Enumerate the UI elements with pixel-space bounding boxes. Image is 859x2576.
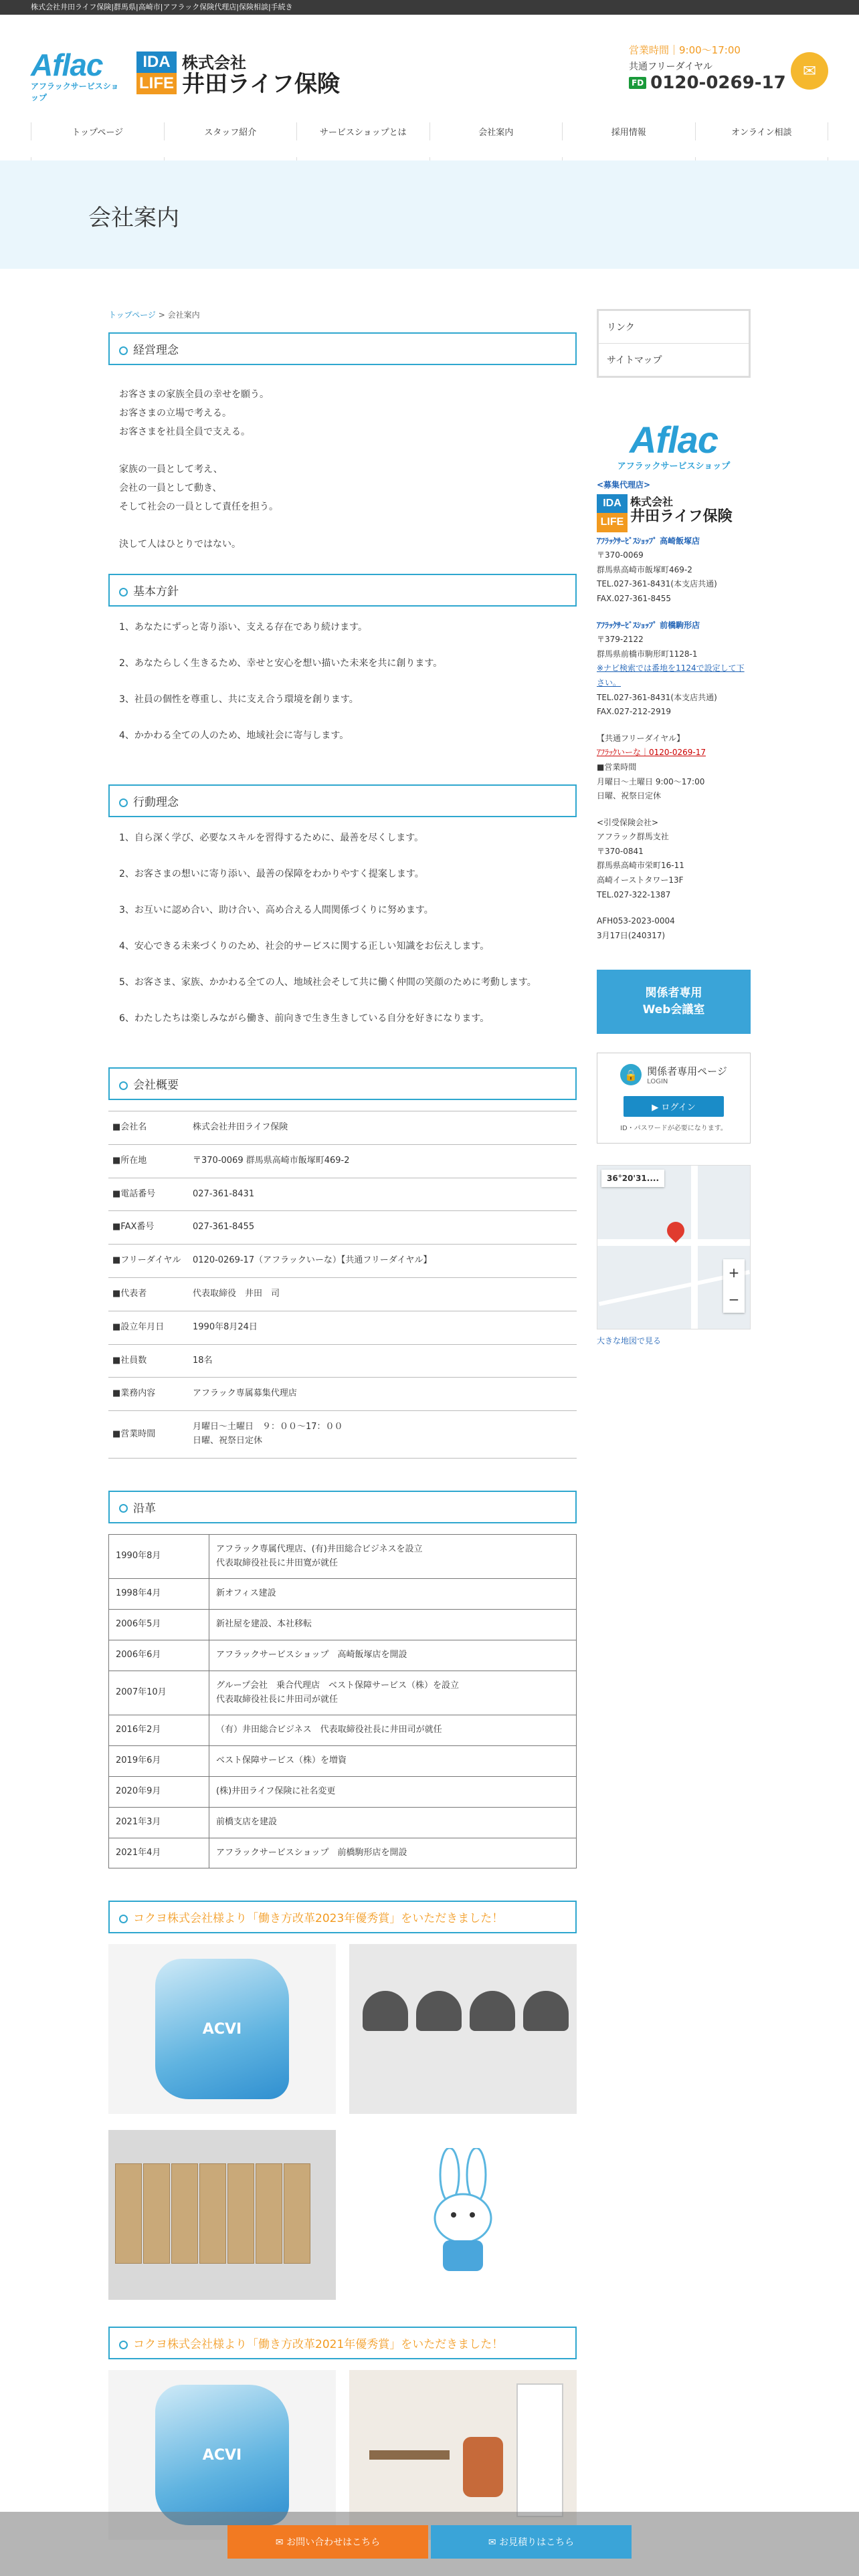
list-item: 1、あなたにずっと寄り添い、支える存在であり続けます。 bbox=[119, 622, 367, 633]
helmet-image bbox=[416, 1991, 462, 2031]
sidebar-link-links[interactable]: リンク bbox=[599, 311, 749, 344]
sidebar-link-sitemap[interactable]: サイトマップ bbox=[607, 355, 662, 366]
philosophy-paragraph: お客さまの家族全員の幸せを願う。 お客さまの立場で考える。 お客さまを社員全員で支える。 bbox=[119, 389, 269, 437]
helmets-photo bbox=[349, 1944, 577, 2114]
box-image bbox=[143, 2163, 170, 2264]
table-row: 2020年9月 (株)井田ライフ保険に社名変更 bbox=[109, 1776, 577, 1807]
list-item: 1、自ら深く学び、必要なスキルを習得するために、最善を尽くします。 bbox=[119, 833, 424, 843]
section-title-history: 沿革 bbox=[108, 1491, 577, 1523]
map-coordinates[interactable]: 36°20'31.... bbox=[601, 1170, 664, 1187]
helmet-image bbox=[363, 1991, 408, 2031]
header-phone[interactable]: FD 0120-0269-17 bbox=[629, 73, 786, 93]
table-row: 2021年3月 前橋支店を建設 bbox=[109, 1807, 577, 1838]
table-row: 2006年6月 アフラックサービスショップ 高崎飯塚店を開設 bbox=[109, 1640, 577, 1671]
section-title-conduct: 行動理念 bbox=[108, 784, 577, 817]
aflac-logo[interactable]: Aflac アフラックサービスショップ bbox=[31, 47, 119, 102]
list-item: 2、あなたらしく生きるため、幸せと安心を想い描いた未来を共に創ります。 bbox=[119, 658, 443, 669]
table-row: ■FAX番号 027-361-8455 bbox=[108, 1211, 577, 1245]
login-title: 関係者専用ページ bbox=[647, 1065, 727, 1078]
large-map-link[interactable]: 大きな地図で見る bbox=[597, 1336, 662, 1346]
header bbox=[0, 15, 859, 102]
freedial-label: 共通フリーダイヤル bbox=[629, 62, 713, 72]
section-title-profile: 会社概要 bbox=[108, 1067, 577, 1100]
map-zoom-control[interactable] bbox=[723, 1259, 745, 1313]
box-image bbox=[171, 2163, 198, 2264]
table-row: 2019年6月 ベスト保障サービス（株）を増資 bbox=[109, 1746, 577, 1777]
table-row: ■会社名 株式会社井田ライフ保険 bbox=[108, 1111, 577, 1145]
main-content bbox=[108, 309, 577, 2567]
boxes-photo bbox=[108, 2130, 336, 2300]
box-image bbox=[227, 2163, 254, 2264]
section-title-award-2023: コクヨ株式会社様より「働き方改革2023年優秀賞」をいただきました！ bbox=[108, 1901, 577, 1933]
section-title-philosophy: 経営理念 bbox=[108, 332, 577, 365]
history-table bbox=[108, 1534, 577, 1869]
page-title: 会社案内 bbox=[88, 205, 179, 231]
login-button[interactable]: ▶ ログイン bbox=[624, 1096, 724, 1117]
ida-life-logo[interactable] bbox=[136, 49, 340, 97]
nav-item-online[interactable]: オンライン相談 bbox=[695, 122, 829, 140]
sidebar-company-info: <募集代理店> IDA LIFE 株式会社 井田ライフ保険 ｱﾌﾗｯｸｻｰﾋﾞｽｼｮｯﾌﾟ 高崎飯塚店 〒370-0069 群馬県高崎市飯塚町469-2 TEL.027-361-8431(本支店共通) FAX.027-361-8455 ｱﾌﾗｯｸｻｰﾋﾞｽｼｮｯﾌﾟ 前橋駒形店 〒379-2122 群馬県前橋市駒形町1128-1 ※ナビ検索では番地を1124で設定して下さい。 TEL.027-361-8431(本支店共通) FAX.027-212-2919 【共通フリーダイヤル】 ｱﾌﾗｯｸいーな｜0120-0269-17 ■営業時間 月曜日～土曜日 9:00～17:00 日曜、祝祭日定休 <引受保険会社> アフラック群馬支社 〒370-0841 群馬県高崎市栄町16-11 高崎イーストタワー13F TEL.027-322-1387 AFH053-2023-0004 3月17日(240317) bbox=[597, 478, 751, 943]
nav-item-company[interactable]: 会社案内 bbox=[430, 122, 563, 140]
sidebar bbox=[597, 309, 751, 1346]
box-image bbox=[199, 2163, 226, 2264]
window-image bbox=[516, 2383, 563, 2517]
page-hero bbox=[0, 160, 859, 269]
table-row: ■営業時間 月曜日～土曜日 ９：００～17：００ 日曜、祝祭日定休 bbox=[108, 1411, 577, 1459]
philosophy-text bbox=[108, 376, 577, 574]
table-row: 2016年2月 （有）井田総合ビジネス 代表取締役社長に井田司が就任 bbox=[109, 1715, 577, 1746]
table-row: 2006年5月 新社屋を建設、本社移転 bbox=[109, 1610, 577, 1640]
list-item: 6、わたしたちは楽しみながら働き、前向きで生き生きしている自分を好きになります。 bbox=[119, 1013, 490, 1024]
nav-row-1 bbox=[31, 114, 828, 148]
lock-icon: 🔒 bbox=[620, 1064, 642, 1085]
table-row: ■フリーダイヤル 0120-0269-17（アフラックいーな）【共通フリーダイヤル】 bbox=[108, 1245, 577, 1278]
policy-list bbox=[108, 617, 577, 784]
trophy-image: ACVI bbox=[155, 2385, 289, 2525]
table-row: ■業務内容 アフラック専属募集代理店 bbox=[108, 1378, 577, 1411]
table-row: ■代表者 代表取締役 井田 司 bbox=[108, 1277, 577, 1311]
login-box: 🔒 関係者専用ページ LOGIN ▶ ログイン ID・パスワードが必要になります。 bbox=[597, 1053, 751, 1144]
company-name: 株式会社 井田ライフ保険 bbox=[182, 53, 340, 98]
box-image bbox=[256, 2163, 282, 2264]
mail-button[interactable] bbox=[791, 52, 828, 90]
table-row: ■所在地 〒370-0069 群馬県高崎市飯塚町469-2 bbox=[108, 1144, 577, 1178]
helmet-image bbox=[523, 1991, 569, 2031]
list-item: 3、お互いに認め合い、助け合い、高め合える人間関係づくりに努めます。 bbox=[119, 905, 434, 916]
award-2023-photos bbox=[108, 1944, 577, 2300]
trophy-image: ACVI bbox=[155, 1959, 289, 2099]
helmet-image bbox=[470, 1991, 515, 2031]
sidebar-links bbox=[597, 309, 751, 378]
nav-item-top[interactable]: トップページ bbox=[31, 122, 164, 140]
list-item: 3、社員の個性を尊重し、共に支え合う環境を創ります。 bbox=[119, 694, 359, 705]
web-meeting-button[interactable]: 関係者専用 Web会議室 bbox=[597, 970, 751, 1034]
zoom-in-icon[interactable]: + bbox=[728, 1265, 740, 1281]
google-map[interactable] bbox=[597, 1165, 751, 1329]
section-title-policy: 基本方針 bbox=[108, 574, 577, 607]
table-row: ■設立年月日 1990年8月24日 bbox=[108, 1311, 577, 1344]
rabbit-icon bbox=[416, 2148, 510, 2282]
table-row: ■社員数 18名 bbox=[108, 1344, 577, 1378]
list-item: 2、お客さまの想いに寄り添い、最善の保障をわかりやすく提案します。 bbox=[119, 869, 424, 879]
breadcrumb-current: 会社案内 bbox=[167, 310, 200, 320]
business-hours: 営業時間｜9:00～17:00 bbox=[629, 44, 741, 56]
table-row: 2021年4月 アフラックサービスショップ 前橋駒形店を開設 bbox=[109, 1838, 577, 1868]
table-row: ■電話番号 027-361-8431 bbox=[108, 1178, 577, 1211]
chair-image bbox=[463, 2437, 503, 2497]
trophy-photo bbox=[108, 1944, 336, 2114]
shop2-name[interactable]: ｱﾌﾗｯｸｻｰﾋﾞｽｼｮｯﾌﾟ 前橋駒形店 bbox=[597, 620, 700, 630]
estimate-button[interactable]: ✉ お見積りはこちら bbox=[431, 2525, 632, 2559]
box-image bbox=[115, 2163, 142, 2264]
ida-box: IDA LIFE bbox=[136, 51, 177, 94]
table-row: 1990年8月 アフラック専属代理店、(有)井田総合ビジネスを設立 代表取締役社長に井田寛が就任 bbox=[109, 1534, 577, 1579]
box-image bbox=[284, 2163, 310, 2264]
list-item: 4、安心できる未来づくりのため、社会的サービスに関する正しい知識をお伝えします。 bbox=[119, 941, 490, 952]
top-bar: 株式会社井田ライフ保険|群馬県|高崎市|アフラック保険代理店|保険相談|手続き bbox=[0, 0, 859, 15]
table-row: 1998年4月 新オフィス建設 bbox=[109, 1579, 577, 1610]
sidebar-ida-logo[interactable]: IDA LIFE 株式会社 井田ライフ保険 bbox=[597, 494, 751, 528]
breadcrumb: トップページ > 会社案内 bbox=[108, 310, 200, 320]
floating-action-bar bbox=[0, 2512, 859, 2576]
nav-item-service-shop[interactable]: サービスショップとは bbox=[296, 122, 430, 140]
mail-icon: ✉ bbox=[802, 62, 817, 80]
breadcrumb-home[interactable]: トップページ bbox=[108, 310, 156, 320]
nav-item-staff[interactable]: スタッフ紹介 bbox=[164, 122, 297, 140]
header-contact bbox=[629, 43, 786, 93]
rabbit-mascot bbox=[349, 2130, 577, 2300]
freedial-icon: FD bbox=[629, 77, 646, 89]
philosophy-paragraph: 決して人はひとりではない。 bbox=[119, 539, 241, 550]
profile-table bbox=[108, 1111, 577, 1459]
desk-image bbox=[369, 2450, 450, 2460]
list-item: 5、お客さま、家族、かかわる全ての人、地域社会そして共に働く仲間の笑顔のために考動します。 bbox=[119, 977, 537, 988]
nav-item-recruit[interactable]: 採用情報 bbox=[562, 122, 695, 140]
shop1-name[interactable]: ｱﾌﾗｯｸｻｰﾋﾞｽｼｮｯﾌﾟ 高崎飯塚店 bbox=[597, 536, 700, 546]
contact-button[interactable]: ✉ お問い合わせはこちら bbox=[227, 2525, 428, 2559]
list-item: 4、かかわる全ての人のため、地域社会に寄与します。 bbox=[119, 730, 349, 741]
sidebar-aflac-logo[interactable]: Aflac アフラックサービスショップ bbox=[617, 419, 731, 471]
philosophy-paragraph: 家族の一員として考え、 会社の一員として動き、 そして社会の一員として責任を担う。 bbox=[119, 464, 278, 512]
section-title-award-2021: コクヨ株式会社様より「働き方改革2021年優秀賞」をいただきました！ bbox=[108, 2327, 577, 2359]
conduct-list bbox=[108, 828, 577, 1067]
sidebar-freedial-link[interactable]: ｱﾌﾗｯｸいーな｜0120-0269-17 bbox=[597, 748, 706, 758]
shop2-navi-note[interactable]: ※ナビ検索では番地を1124で設定して下さい。 bbox=[597, 663, 745, 687]
table-row: 2007年10月 グループ会社 乗合代理店 ベスト保障サービス（株）を設立 代表取締役社長に井田司が就任 bbox=[109, 1671, 577, 1715]
zoom-out-icon[interactable]: − bbox=[728, 1291, 740, 1308]
